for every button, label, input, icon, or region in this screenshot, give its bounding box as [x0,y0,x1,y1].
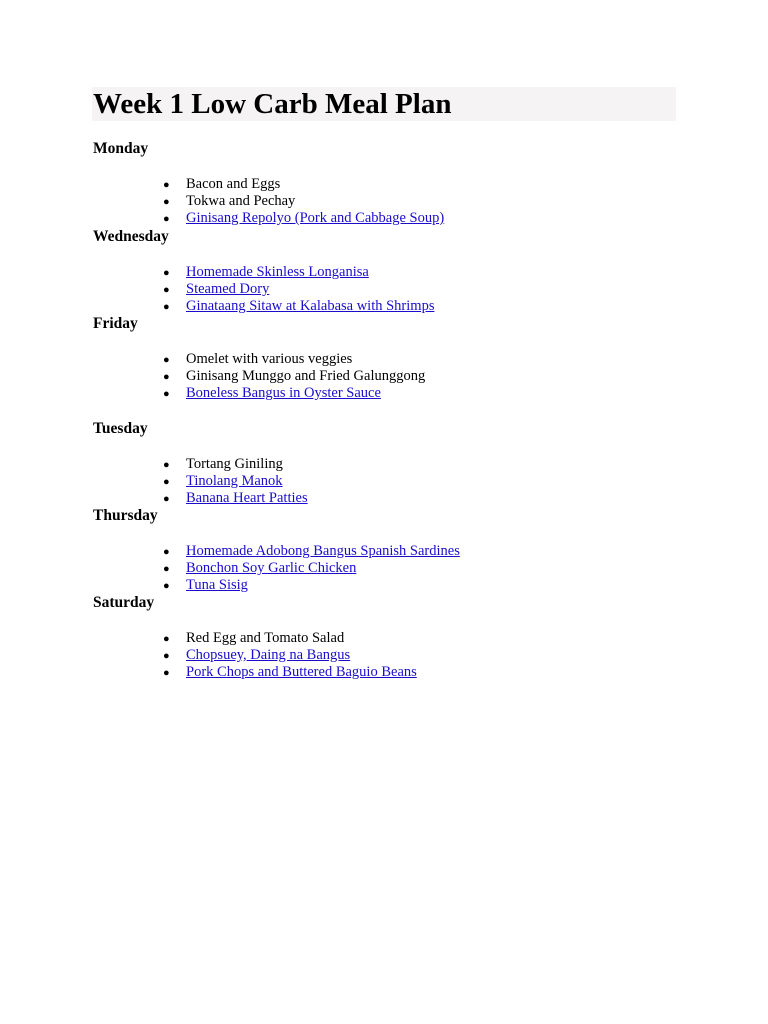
bullet-icon: ● [163,580,170,592]
list-item [161,368,425,385]
meal-link[interactable]: Chopsuey, Daing na Bangus [186,647,351,663]
day-heading-friday: Friday [93,315,138,332]
bullet-icon: ● [163,196,170,208]
meal-list-friday [161,351,425,402]
list-item [161,351,425,368]
bullet-icon: ● [163,650,170,662]
meal-list-monday [161,176,444,227]
meal-link[interactable]: Tuna Sisig [186,577,248,593]
list-item [161,543,460,560]
meal-link[interactable]: Boneless Bangus in Oyster Sauce [186,385,381,401]
bullet-icon: ● [163,301,170,313]
bullet-icon: ● [163,213,170,225]
list-item [161,210,444,227]
bullet-icon: ● [163,493,170,505]
meal-text: Bacon and Eggs [186,176,281,192]
meal-link[interactable]: Homemade Adobong Bangus Spanish Sardines [186,543,460,559]
bullet-icon: ● [163,267,170,279]
meal-text: Tokwa and Pechay [186,193,296,209]
meal-list-thursday [161,543,460,594]
meal-list-wednesday [161,264,434,315]
bullet-icon: ● [163,371,170,383]
list-item [161,281,434,298]
list-item [161,490,308,507]
bullet-icon: ● [163,667,170,679]
bullet-icon: ● [163,546,170,558]
list-item [161,456,308,473]
bullet-icon: ● [163,179,170,191]
meal-link[interactable]: Ginisang Repolyo (Pork and Cabbage Soup) [186,210,445,226]
meal-text: Ginisang Munggo and Fried Galunggong [186,368,426,384]
day-heading-wednesday: Wednesday [93,228,169,245]
day-heading-thursday: Thursday [93,507,158,524]
meal-text: Red Egg and Tomato Salad [186,630,345,646]
list-item [161,664,417,681]
meal-text: Omelet with various veggies [186,351,353,367]
bullet-icon: ● [163,388,170,400]
list-item [161,630,417,647]
day-heading-tuesday: Tuesday [93,420,148,437]
list-item [161,298,434,315]
meal-link[interactable]: Banana Heart Patties [186,490,308,506]
page-title: Week 1 Low Carb Meal Plan [93,88,452,120]
day-heading-monday: Monday [93,140,149,157]
list-item [161,473,308,490]
list-item [161,577,460,594]
list-item [161,647,417,664]
meal-text: Tortang Giniling [186,456,283,472]
meal-link[interactable]: Tinolang Manok [186,473,283,489]
meal-link[interactable]: Steamed Dory [186,281,270,297]
list-item [161,264,434,281]
bullet-icon: ● [163,354,170,366]
meal-link[interactable]: Ginataang Sitaw at Kalabasa with Shrimps [186,298,435,314]
meal-list-tuesday [161,456,308,507]
meal-link[interactable]: Homemade Skinless Longanisa [186,264,369,280]
list-item [161,193,444,210]
meal-link[interactable]: Pork Chops and Buttered Baguio Beans [186,664,417,680]
list-item [161,560,460,577]
bullet-icon: ● [163,284,170,296]
list-item [161,176,444,193]
bullet-icon: ● [163,459,170,471]
bullet-icon: ● [163,476,170,488]
meal-link[interactable]: Bonchon Soy Garlic Chicken [186,560,357,576]
day-heading-saturday: Saturday [93,594,155,611]
list-item [161,385,425,402]
bullet-icon: ● [163,633,170,645]
meal-list-saturday [161,630,417,681]
bullet-icon: ● [163,563,170,575]
